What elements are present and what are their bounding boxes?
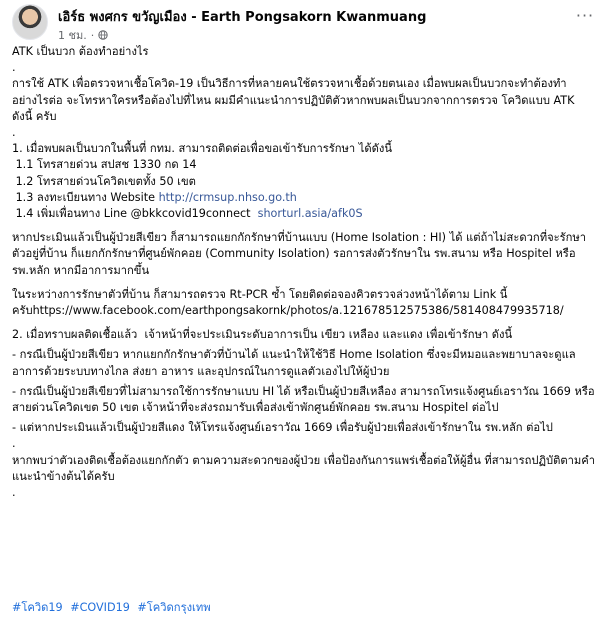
post-title: ATK เป็นบวก ต้องทำอย่างไร — [12, 45, 149, 58]
separator-dot: . — [12, 486, 16, 500]
section-1-item: 1.2 โทรสายด่วนโควิดเขตทั้ง 50 เขต — [12, 174, 196, 188]
website-link[interactable]: http://crmsup.nhso.go.th — [158, 190, 297, 204]
post-body — [12, 44, 598, 501]
closing-paragraph: หากพบว่าตัวเองติดเชื้อต้องแยกกักตัว ตามความสะดวกของผู้ป่วย เพื่อป้องกันการแพร่เชื้อต่อให้ผู้อื่น ที่สามารถปฏิบัติตามคำแนะนำข้างต้นได้ครับ — [12, 453, 596, 483]
section-1-item — [12, 190, 598, 206]
hashtag-link[interactable]: #โควิดกรุงเทพ — [137, 601, 211, 614]
post-time[interactable]: 1 ชม. — [58, 29, 87, 42]
item-text: 1.3 ลงทะเบียนทาง Website — [12, 190, 159, 204]
more-options-icon[interactable]: ··· — [575, 6, 595, 25]
intro-paragraph: การใช้ ATK เพื่อตรวจหาเชื้อโควิด-19 เป็นวิธีการที่หลายคนใช้ตรวจหาเชื้อด้วยตนเอง เมื่อพบผลเป็นบวกจะทำต้องทำอย่างไรต่อ จะโทรหาใครหรือต้องไปที่ไหน ผมมีคำแนะนำการปฏิบัติตัวหากพบผลเป็นบวกจากการตรวจ โควิดแบบ ATK ดังนี้ ครับ — [12, 77, 578, 123]
author-name[interactable]: เอิร์ธ พงศกร ขวัญเมือง - Earth Pongsakorn Kwanmuang — [58, 10, 427, 25]
red-case-paragraph: - แต่หากประเมินแล้วเป็นผู้ป่วยสีแดง ให้โทรแจ้งศูนย์เอราวัณ 1669 เพื่อรับผู้ป่วยเพื่อส่งเข้ารักษาใน รพ.หลัก ต่อไป — [12, 421, 553, 435]
section-2-heading: 2. เมื่อทราบผลติดเชื้อแล้ว เจ้าหน้าที่จะประเมินระดับอาการเป็น เขียว เหลือง และแดง เพื่อเข้ารักษา ดังนี้ — [12, 328, 513, 342]
pcr-paragraph: ในระหว่างการรักษาตัวที่บ้าน ก็สามารถตรวจ Rt-PCR ซ้ำ โดยติดต่อจองคิวตรวจล่วงหน้าได้ตาม Link นี้ ครับhttps://www.facebook.com/earthpongsakornk/photos/a.121678512575386/581408479935718/ — [12, 287, 564, 318]
separator-dot: . — [12, 437, 16, 451]
yellow-case-paragraph: - กรณีเป็นผู้ป่วยสีเขียวที่ไม่สามารถใช้การรักษาแบบ HI ได้ หรือเป็นผู้ป่วยสีเหลือง สามารถโทรแจ้งศูนย์เอราวัณ 1669 หรือสายด่วนโควิดเขต 50 เขต เจ้าหน้าที่จะส่งรถมารับเพื่อส่งเข้าพักศูนย์พักคอย รพ.สนาม Hospitel ต่อไป — [12, 384, 595, 415]
hashtag-link[interactable]: #โควิด19 — [12, 601, 63, 614]
section-1-item — [12, 206, 598, 222]
hashtag-link[interactable]: #COVID19 — [70, 601, 130, 614]
globe-icon[interactable] — [98, 30, 108, 40]
green-case-paragraph: - กรณีเป็นผู้ป่วยสีเขียว หากแยกกักรักษาตัวที่บ้านได้ แนะนำให้ใช้วิธี Home Isolation ซึ่งจะมีหมอและพยาบาลจะดูแลอาการด้วยระบบทางไกล ส่งยา อาหาร และอุปกรณ์ในการดูแลตัวเองไปให้ผู้ป่วย — [12, 348, 576, 378]
section-1-heading: 1. เมื่อพบผลเป็นบวกในพื้นที่ กทม. สามารถติดต่อเพื่อขอเข้ารับการรักษา ได้ดังนี้ — [12, 142, 393, 156]
avatar[interactable] — [12, 4, 48, 40]
short-link[interactable]: shorturl.asia/afk0S — [257, 207, 363, 221]
home-isolation-paragraph: หากประเมินแล้วเป็นผู้ป่วยสีเขียว ก็สามารถแยกกักรักษาที่บ้านแบบ (Home Isolation : HI) ได้ แต่ถ้าไม่สะดวกที่จะรักษาตัวอยู่ที่บ้าน ก็แยกกักรักษาที่ศูนย์พักคอย (Community Isolation) รอการส่งตัวรักษาใน รพ.สนาม หรือ Hospitel หรือ รพ.หลัก หากมีอาการมากขึ้น — [12, 231, 587, 277]
post-header — [12, 4, 597, 40]
separator-dot: . — [12, 61, 16, 75]
post-meta — [58, 26, 108, 44]
separator-dot: . — [12, 126, 16, 140]
hashtag-row — [12, 598, 215, 616]
item-text: 1.4 เพิ่มเพื่อนทาง Line @bkkcovid19connect — [12, 207, 258, 221]
meta-separator: · — [90, 28, 95, 42]
section-1-item: 1.1 โทรสายด่วน สปสช 1330 กด 14 — [12, 158, 197, 172]
